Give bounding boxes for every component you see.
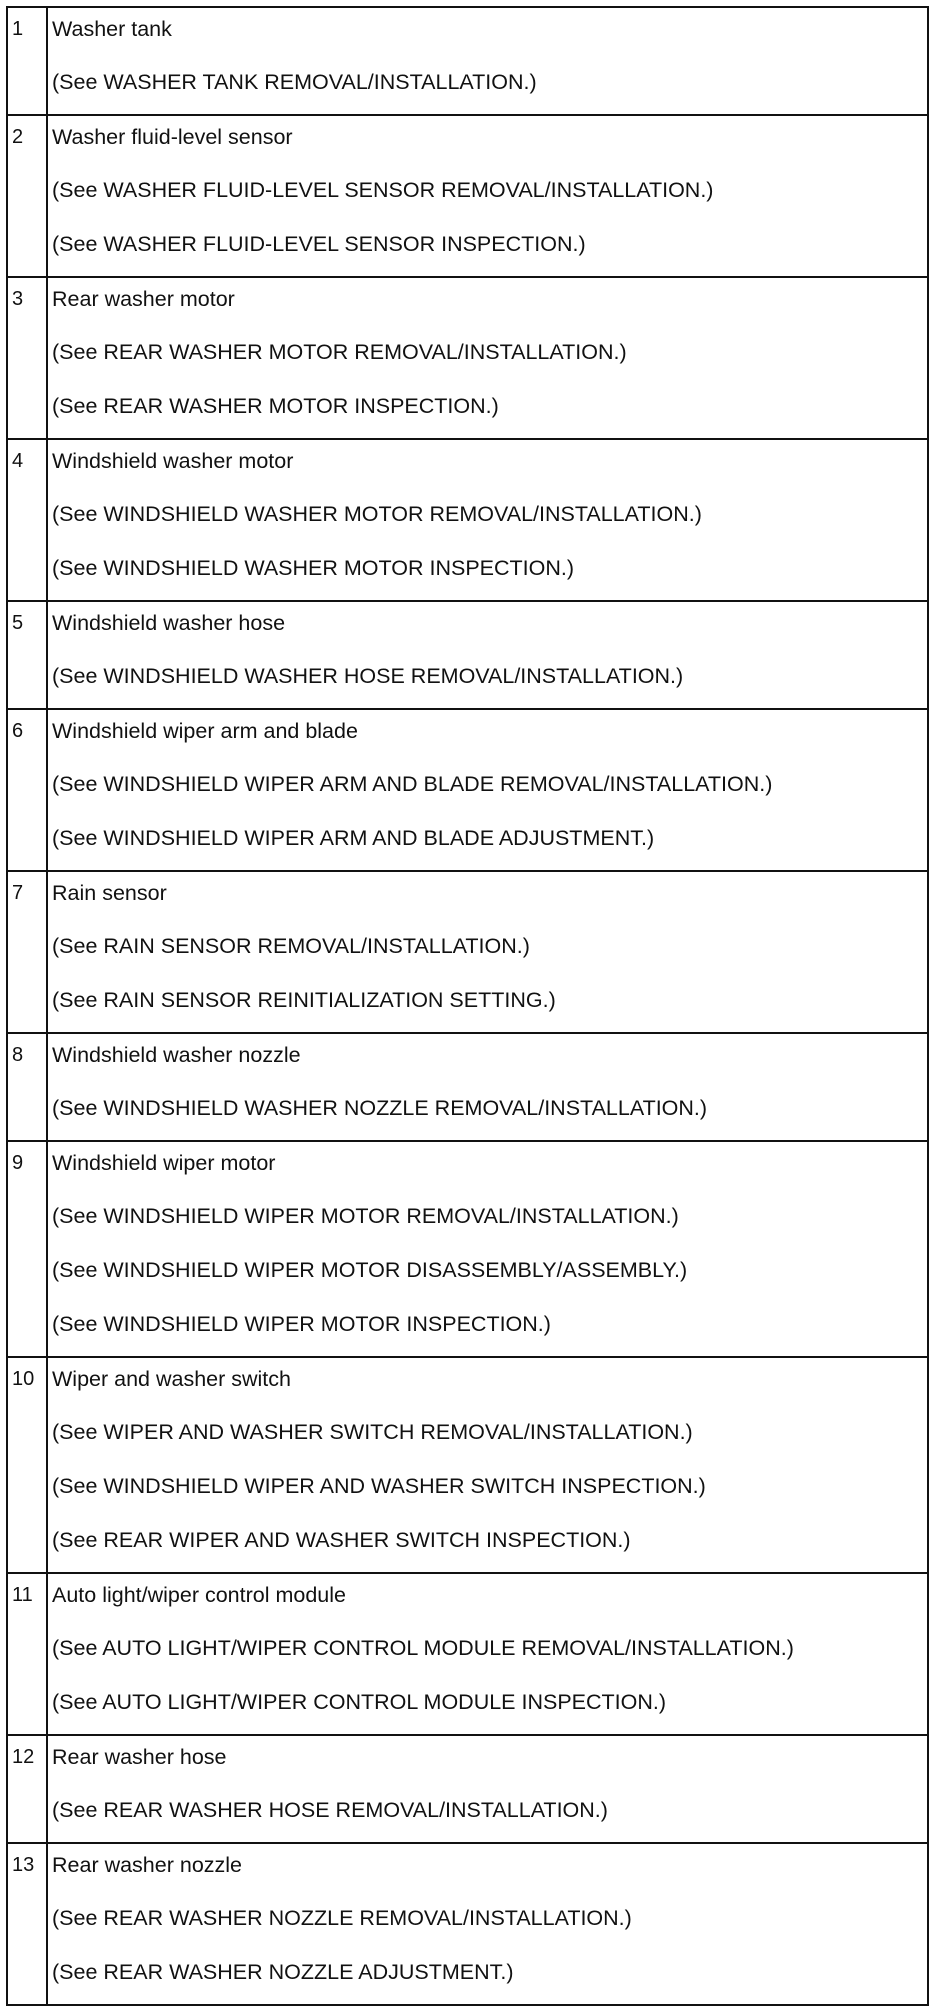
procedure-reference-link[interactable]: (See WASHER FLUID-LEVEL SENSOR REMOVAL/INSTALLATION.) xyxy=(52,178,714,202)
item-number-cell xyxy=(7,439,47,601)
item-number: 2 xyxy=(12,126,24,148)
item-number: 6 xyxy=(12,720,24,742)
item-description-cell xyxy=(47,277,928,439)
item-name: Washer fluid-level sensor xyxy=(52,125,293,149)
item-description-cell xyxy=(47,1033,928,1141)
item-number: 5 xyxy=(12,612,24,634)
parts-table-body xyxy=(7,7,928,2005)
table-row xyxy=(7,115,928,277)
item-number: 8 xyxy=(12,1044,24,1066)
item-name: Rain sensor xyxy=(52,881,167,905)
item-description-cell xyxy=(47,115,928,277)
item-name: Wiper and washer switch xyxy=(52,1367,291,1391)
item-description-cell xyxy=(47,1843,928,2005)
table-row xyxy=(7,709,928,871)
item-number-cell xyxy=(7,1735,47,1843)
item-number: 1 xyxy=(12,18,24,40)
item-name: Washer tank xyxy=(52,17,172,41)
item-name: Rear washer nozzle xyxy=(52,1853,243,1877)
item-number: 9 xyxy=(12,1152,24,1174)
item-description-cell xyxy=(47,1357,928,1573)
procedure-reference-link[interactable]: (See REAR WASHER NOZZLE ADJUSTMENT.) xyxy=(52,1960,514,1984)
procedure-reference-link[interactable]: (See WINDSHIELD WIPER AND WASHER SWITCH INSPECTION.) xyxy=(52,1474,706,1498)
item-description-cell xyxy=(47,7,928,115)
procedure-reference-link[interactable]: (See RAIN SENSOR REINITIALIZATION SETTING.) xyxy=(52,988,556,1012)
table-row xyxy=(7,7,928,115)
item-number-cell xyxy=(7,1357,47,1573)
table-row xyxy=(7,439,928,601)
procedure-reference-link[interactable]: (See WINDSHIELD WASHER MOTOR INSPECTION.) xyxy=(52,556,575,580)
item-number-cell xyxy=(7,601,47,709)
procedure-reference-link[interactable]: (See AUTO LIGHT/WIPER CONTROL MODULE INSPECTION.) xyxy=(52,1690,667,1714)
item-number-cell xyxy=(7,1843,47,2005)
item-name: Rear washer motor xyxy=(52,287,235,311)
table-row xyxy=(7,1735,928,1843)
item-name: Windshield washer motor xyxy=(52,449,294,473)
item-description-cell xyxy=(47,1573,928,1735)
item-number-cell xyxy=(7,277,47,439)
procedure-reference-link[interactable]: (See WINDSHIELD WASHER NOZZLE REMOVAL/INSTALLATION.) xyxy=(52,1096,708,1120)
table-row xyxy=(7,1573,928,1735)
procedure-reference-link[interactable]: (See WINDSHIELD WASHER HOSE REMOVAL/INSTALLATION.) xyxy=(52,664,684,688)
procedure-reference-link[interactable]: (See WINDSHIELD WASHER MOTOR REMOVAL/INSTALLATION.) xyxy=(52,502,702,526)
procedure-reference-link[interactable]: (See REAR WASHER HOSE REMOVAL/INSTALLATION.) xyxy=(52,1798,608,1822)
item-number: 4 xyxy=(12,450,24,472)
item-number-cell xyxy=(7,1033,47,1141)
procedure-reference-link[interactable]: (See WINDSHIELD WIPER ARM AND BLADE ADJUSTMENT.) xyxy=(52,826,655,850)
item-description-cell xyxy=(47,871,928,1033)
item-number-cell xyxy=(7,871,47,1033)
item-name: Windshield wiper arm and blade xyxy=(52,719,358,743)
item-number-cell xyxy=(7,1141,47,1357)
procedure-reference-link[interactable]: (See REAR WASHER MOTOR INSPECTION.) xyxy=(52,394,499,418)
item-description-cell xyxy=(47,601,928,709)
item-name: Windshield washer hose xyxy=(52,611,286,635)
table-row xyxy=(7,871,928,1033)
item-number-cell xyxy=(7,709,47,871)
item-name: Windshield wiper motor xyxy=(52,1151,276,1175)
parts-reference-table xyxy=(6,6,929,2006)
procedure-reference-link[interactable]: (See REAR WASHER NOZZLE REMOVAL/INSTALLATION.) xyxy=(52,1906,632,1930)
item-name: Windshield washer nozzle xyxy=(52,1043,301,1067)
procedure-reference-link[interactable]: (See WINDSHIELD WIPER MOTOR REMOVAL/INSTALLATION.) xyxy=(52,1204,679,1228)
item-number: 11 xyxy=(12,1584,33,1606)
procedure-reference-link[interactable]: (See WIPER AND WASHER SWITCH REMOVAL/INSTALLATION.) xyxy=(52,1420,693,1444)
item-number-cell xyxy=(7,115,47,277)
item-description-cell xyxy=(47,439,928,601)
table-row xyxy=(7,1141,928,1357)
table-row xyxy=(7,1033,928,1141)
procedure-reference-link[interactable]: (See WINDSHIELD WIPER MOTOR DISASSEMBLY/ASSEMBLY.) xyxy=(52,1258,688,1282)
item-description-cell xyxy=(47,709,928,871)
item-description-cell xyxy=(47,1735,928,1843)
table-row xyxy=(7,601,928,709)
item-name: Auto light/wiper control module xyxy=(52,1583,346,1607)
procedure-reference-link[interactable]: (See WINDSHIELD WIPER MOTOR INSPECTION.) xyxy=(52,1312,551,1336)
item-description-cell xyxy=(47,1141,928,1357)
table-row xyxy=(7,1357,928,1573)
procedure-reference-link[interactable]: (See REAR WIPER AND WASHER SWITCH INSPECTION.) xyxy=(52,1528,631,1552)
item-number: 3 xyxy=(12,288,24,310)
table-row xyxy=(7,277,928,439)
item-number: 7 xyxy=(12,882,24,904)
table-row xyxy=(7,1843,928,2005)
procedure-reference-link[interactable]: (See AUTO LIGHT/WIPER CONTROL MODULE REMOVAL/INSTALLATION.) xyxy=(52,1636,794,1660)
procedure-reference-link[interactable]: (See WASHER TANK REMOVAL/INSTALLATION.) xyxy=(52,70,537,94)
procedure-reference-link[interactable]: (See REAR WASHER MOTOR REMOVAL/INSTALLATION.) xyxy=(52,340,627,364)
item-number: 10 xyxy=(12,1368,35,1390)
item-name: Rear washer hose xyxy=(52,1745,227,1769)
item-number-cell xyxy=(7,1573,47,1735)
item-number: 12 xyxy=(12,1746,35,1768)
procedure-reference-link[interactable]: (See WINDSHIELD WIPER ARM AND BLADE REMOVAL/INSTALLATION.) xyxy=(52,772,773,796)
procedure-reference-link[interactable]: (See RAIN SENSOR REMOVAL/INSTALLATION.) xyxy=(52,934,530,958)
procedure-reference-link[interactable]: (See WASHER FLUID-LEVEL SENSOR INSPECTION.) xyxy=(52,232,586,256)
item-number-cell xyxy=(7,7,47,115)
item-number: 13 xyxy=(12,1854,35,1876)
